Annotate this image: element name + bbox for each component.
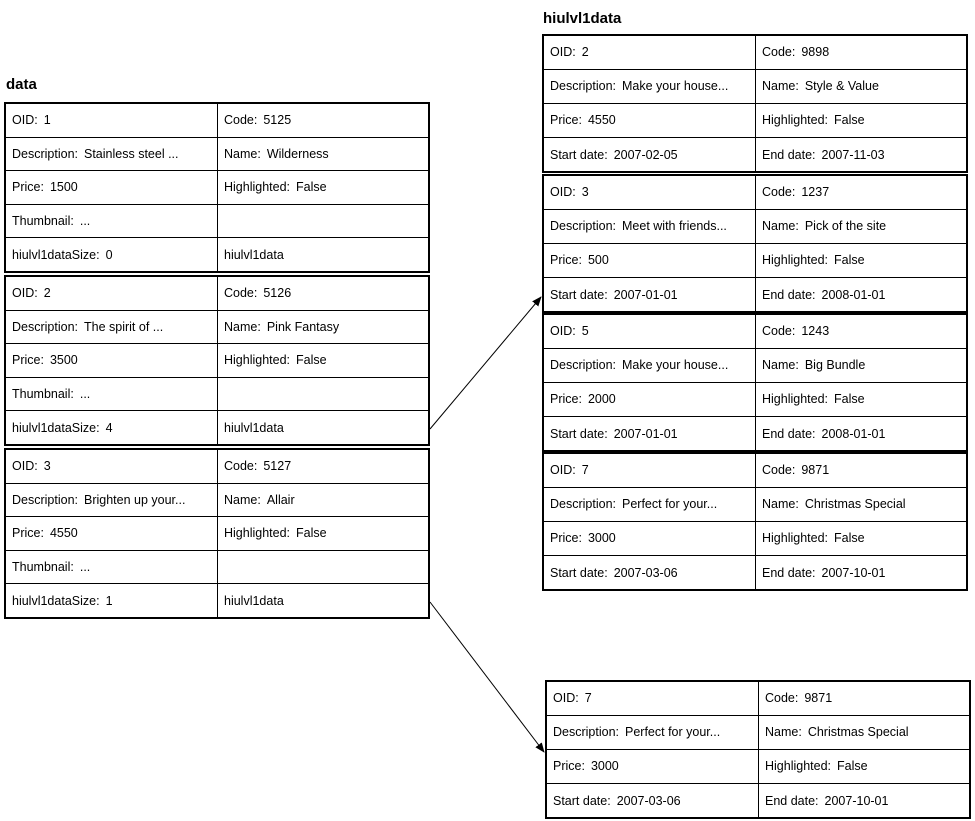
field-label: Thumbnail: (12, 386, 74, 401)
left-cell (6, 378, 218, 411)
field-label: Highlighted: (762, 531, 829, 546)
field-value: 1500 (49, 180, 78, 195)
field-label: End date: (762, 426, 816, 441)
right-cell (756, 417, 966, 451)
field-value: 9871 (804, 691, 833, 706)
field-label: OID: (553, 691, 579, 706)
hiulvl1data-record-3 (542, 313, 968, 452)
field-label: Start date: (553, 793, 611, 808)
field-label: Price: (550, 392, 582, 407)
linked-record (545, 680, 971, 819)
right-cell (218, 378, 428, 411)
right-cell (759, 750, 969, 783)
record-row (544, 315, 966, 349)
right-cell (218, 205, 428, 238)
field-value: 4550 (587, 113, 616, 128)
record-row (544, 70, 966, 104)
right-cell (759, 784, 969, 818)
arrow-to-single-record (430, 602, 544, 752)
field-value: Make your house... (622, 358, 729, 373)
field-value: 2007-03-06 (616, 793, 681, 808)
right-cell (756, 278, 966, 312)
field-label: OID: (550, 185, 576, 200)
field-value: 9898 (801, 45, 830, 60)
right-cell (218, 411, 428, 445)
field-label: Start date: (550, 287, 608, 302)
record-row (547, 716, 969, 750)
record-row (547, 682, 969, 716)
left-cell (6, 584, 218, 618)
field-label: Description: (12, 319, 78, 334)
field-label: Highlighted: (762, 253, 829, 268)
field-label: Name: (762, 79, 799, 94)
field-value: 7 (584, 691, 592, 706)
field-value: Big Bundle (804, 358, 866, 373)
left-cell (544, 556, 756, 590)
record-row (6, 311, 428, 345)
left-cell (547, 784, 759, 818)
field-label: Name: (765, 725, 802, 740)
left-cell (547, 750, 759, 783)
field-value: 3 (43, 459, 51, 474)
field-value: 0 (105, 247, 113, 262)
field-value: False (296, 526, 327, 541)
field-value: 2007-10-01 (824, 793, 889, 808)
field-value: Perfect for your... (625, 725, 721, 740)
field-label: Name: (762, 219, 799, 234)
data-title: data (6, 76, 37, 93)
field-value: Stainless steel ... (84, 146, 179, 161)
record-row (544, 176, 966, 210)
data-record-3 (4, 448, 430, 619)
field-value: Wilderness (266, 146, 329, 161)
field-label: Description: (12, 146, 78, 161)
record-row (6, 584, 428, 618)
record-row (547, 750, 969, 784)
record-row (6, 138, 428, 172)
record-row (6, 517, 428, 551)
right-cell (756, 138, 966, 172)
field-label: Highlighted: (765, 759, 832, 774)
field-label: Price: (12, 180, 44, 195)
right-cell (756, 70, 966, 103)
field-value: 7 (581, 463, 589, 478)
right-cell (218, 344, 428, 377)
field-value: False (837, 759, 868, 774)
record-row (6, 450, 428, 484)
field-value: 9871 (801, 463, 830, 478)
field-label: hiulvl1dataSize: (12, 593, 100, 608)
field-label: Code: (224, 459, 258, 474)
field-value: False (834, 253, 865, 268)
field-label: hiulvl1dataSize: (12, 420, 100, 435)
field-label: Highlighted: (762, 392, 829, 407)
left-cell (6, 450, 218, 483)
left-cell (6, 205, 218, 238)
left-cell (544, 70, 756, 103)
field-label: Code: (224, 113, 258, 128)
left-cell (544, 522, 756, 555)
field-label: Price: (550, 113, 582, 128)
field-value: 2 (43, 286, 51, 301)
field-value: 2007-03-06 (613, 565, 678, 580)
hiulvl1data-record-2 (542, 174, 968, 313)
field-value: 3 (581, 185, 589, 200)
field-label: Price: (553, 759, 585, 774)
field-value: Christmas Special (807, 725, 909, 740)
right-cell (756, 383, 966, 416)
field-value: 3000 (590, 759, 619, 774)
left-cell (544, 138, 756, 172)
field-value: 2 (581, 45, 589, 60)
field-value: 2007-11-03 (821, 147, 885, 162)
field-value: 5 (581, 324, 589, 339)
field-value: Pick of the site (804, 219, 887, 234)
record-row (544, 556, 966, 590)
field-value: Allair (266, 492, 295, 507)
field-label: End date: (762, 565, 816, 580)
field-value: 4 (105, 420, 113, 435)
field-value: 1 (105, 593, 113, 608)
record-row (6, 411, 428, 445)
left-cell (6, 411, 218, 445)
record-row (6, 104, 428, 138)
field-value: 3500 (49, 353, 78, 368)
field-label: OID: (12, 113, 38, 128)
field-label: Highlighted: (762, 113, 829, 128)
field-label: Name: (762, 497, 799, 512)
field-label: End date: (762, 147, 816, 162)
record-row (544, 488, 966, 522)
field-value: 2000 (587, 392, 616, 407)
left-cell (544, 210, 756, 243)
left-cell (544, 244, 756, 277)
field-value: 5127 (263, 459, 292, 474)
field-value: 5126 (263, 286, 292, 301)
field-value: 1243 (801, 324, 830, 339)
right-cell (218, 277, 428, 310)
field-label: Description: (550, 79, 616, 94)
field-value: 500 (587, 253, 609, 268)
left-cell (6, 484, 218, 517)
field-value: 2007-01-01 (613, 426, 678, 441)
record-row (6, 484, 428, 518)
field-label: Price: (12, 526, 44, 541)
field-label: OID: (550, 463, 576, 478)
left-cell (6, 138, 218, 171)
field-label: Code: (765, 691, 799, 706)
field-label: Price: (550, 253, 582, 268)
field-value: Pink Fantasy (266, 319, 340, 334)
field-value: 1237 (801, 185, 830, 200)
left-cell (544, 36, 756, 69)
field-value: 2007-02-05 (613, 147, 678, 162)
right-cell (756, 522, 966, 555)
field-label: OID: (550, 324, 576, 339)
record-row (544, 138, 966, 172)
right-cell (218, 104, 428, 137)
field-label: hiulvl1data (224, 420, 284, 435)
field-label: Code: (762, 463, 796, 478)
record-row (544, 36, 966, 70)
field-value: 5125 (263, 113, 292, 128)
field-label: Code: (762, 45, 796, 60)
field-label: OID: (12, 459, 38, 474)
field-value: False (296, 353, 327, 368)
left-cell (6, 277, 218, 310)
field-value: False (834, 113, 865, 128)
right-cell (756, 454, 966, 487)
left-cell (6, 104, 218, 137)
field-value: 2008-01-01 (821, 287, 886, 302)
right-cell (756, 176, 966, 209)
left-cell (547, 716, 759, 749)
field-value: Perfect for your... (622, 497, 718, 512)
right-cell (218, 450, 428, 483)
field-value: Christmas Special (804, 497, 906, 512)
field-value: ... (79, 386, 91, 401)
record-row (6, 238, 428, 272)
left-cell (6, 238, 218, 272)
left-cell (6, 171, 218, 204)
left-cell (544, 454, 756, 487)
record-row (544, 349, 966, 383)
record-row (6, 344, 428, 378)
left-cell (544, 417, 756, 451)
record-row (544, 383, 966, 417)
field-value: The spirit of ... (84, 319, 164, 334)
field-label: End date: (765, 793, 819, 808)
field-label: Code: (762, 324, 796, 339)
field-label: Description: (550, 497, 616, 512)
field-value: Meet with friends... (622, 219, 727, 234)
left-cell (544, 278, 756, 312)
field-value: 2007-01-01 (613, 287, 678, 302)
field-label: Name: (224, 146, 261, 161)
field-value: 3000 (587, 531, 616, 546)
record-row (6, 378, 428, 412)
right-cell (759, 682, 969, 715)
field-value: 2007-10-01 (821, 565, 886, 580)
right-cell (756, 315, 966, 348)
field-label: Start date: (550, 565, 608, 580)
field-value: Make your house... (622, 79, 729, 94)
left-cell (544, 176, 756, 209)
record-row (6, 171, 428, 205)
right-cell (218, 584, 428, 618)
right-cell (218, 138, 428, 171)
record-row (544, 454, 966, 488)
field-label: Highlighted: (224, 180, 291, 195)
right-cell (218, 311, 428, 344)
field-label: Thumbnail: (12, 213, 74, 228)
record-row (544, 417, 966, 451)
arrow-to-hiulvl1data-group (430, 297, 541, 429)
right-cell (756, 556, 966, 590)
right-cell (218, 551, 428, 584)
field-label: Name: (762, 358, 799, 373)
hiulvl1data-record-1 (542, 34, 968, 173)
field-value: 1 (43, 113, 51, 128)
left-cell (544, 315, 756, 348)
right-cell (756, 36, 966, 69)
left-cell (6, 344, 218, 377)
record-row (544, 104, 966, 138)
field-label: Name: (224, 492, 261, 507)
data-record-1 (4, 102, 430, 273)
left-cell (6, 517, 218, 550)
right-cell (756, 488, 966, 521)
record-row (544, 210, 966, 244)
field-label: hiulvl1dataSize: (12, 247, 100, 262)
record-row (544, 278, 966, 312)
field-label: Thumbnail: (12, 559, 74, 574)
left-cell (544, 349, 756, 382)
field-value: ... (79, 213, 91, 228)
record-row (6, 277, 428, 311)
record-row (547, 784, 969, 818)
left-cell (544, 104, 756, 137)
field-label: Highlighted: (224, 526, 291, 541)
field-label: Code: (224, 286, 258, 301)
field-label: Highlighted: (224, 353, 291, 368)
left-cell (6, 551, 218, 584)
field-value: 2008-01-01 (821, 426, 886, 441)
field-label: Price: (550, 531, 582, 546)
data-record-2 (4, 275, 430, 446)
field-label: Price: (12, 353, 44, 368)
field-label: Description: (550, 358, 616, 373)
field-value: False (296, 180, 327, 195)
right-cell (218, 171, 428, 204)
hiulvl1data-record-4 (542, 452, 968, 591)
field-label: OID: (12, 286, 38, 301)
hiulvl1data-title: hiulvl1data (543, 10, 622, 27)
field-label: OID: (550, 45, 576, 60)
field-value: Style & Value (804, 79, 879, 94)
left-cell (547, 682, 759, 715)
right-cell (756, 210, 966, 243)
field-label: hiulvl1data (224, 247, 284, 262)
field-label: Description: (550, 219, 616, 234)
field-label: Description: (553, 725, 619, 740)
right-cell (759, 716, 969, 749)
field-label: Name: (224, 319, 261, 334)
record-row (544, 522, 966, 556)
field-label: Code: (762, 185, 796, 200)
record-row (6, 205, 428, 239)
right-cell (756, 244, 966, 277)
record-row (544, 244, 966, 278)
field-value: False (834, 392, 865, 407)
field-label: End date: (762, 287, 816, 302)
field-value: 4550 (49, 526, 78, 541)
field-label: hiulvl1data (224, 593, 284, 608)
right-cell (756, 104, 966, 137)
left-cell (544, 383, 756, 416)
right-cell (756, 349, 966, 382)
left-cell (544, 488, 756, 521)
right-cell (218, 517, 428, 550)
right-cell (218, 238, 428, 272)
field-value: Brighten up your... (84, 492, 186, 507)
field-label: Start date: (550, 147, 608, 162)
left-cell (6, 311, 218, 344)
field-value: False (834, 531, 865, 546)
field-value: ... (79, 559, 91, 574)
field-label: Start date: (550, 426, 608, 441)
right-cell (218, 484, 428, 517)
field-label: Description: (12, 492, 78, 507)
record-row (6, 551, 428, 585)
